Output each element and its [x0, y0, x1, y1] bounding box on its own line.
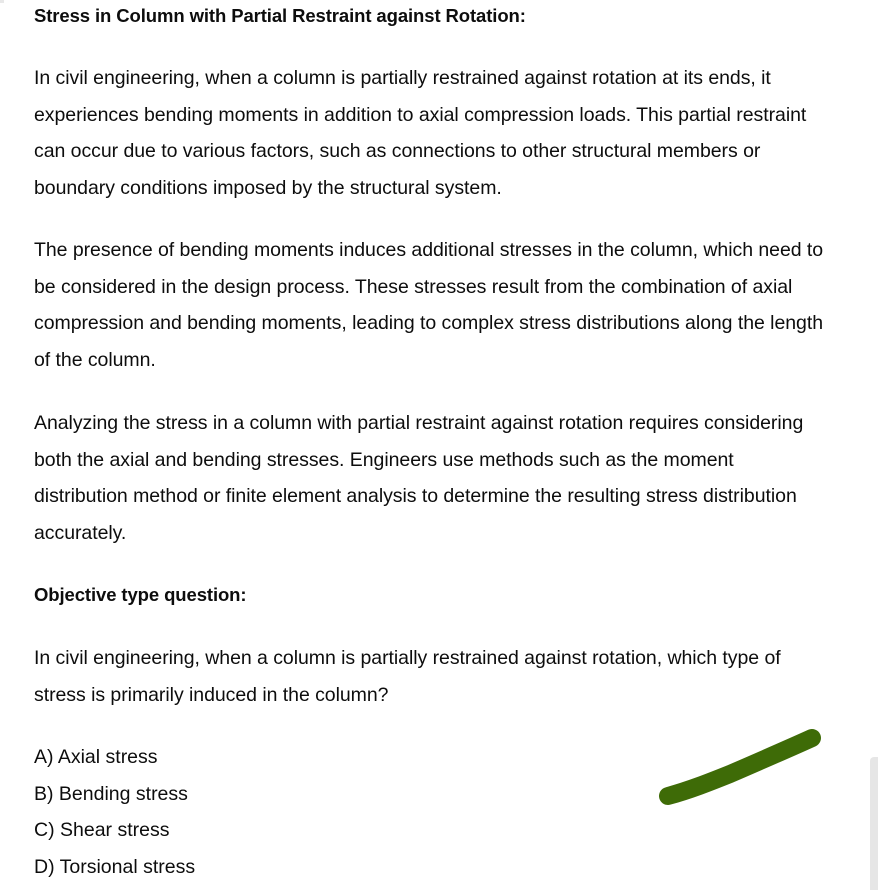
scrollbar-track[interactable] [870, 757, 878, 890]
answer-options [34, 739, 195, 886]
paragraph-2: The presence of bending moments induces additional stresses in the column, which need to be considered in the design process. These stresses result from the combination of axial compression and bending moments, leading to complex stress distributions along the length of the column. [34, 239, 824, 372]
option-a: A) Axial stress [34, 746, 158, 768]
paragraph-1: In civil engineering, when a column is partially restrained against rotation at its ends, it experiences bending moments in addition to axial compression loads. This partial restraint can occur due to various factors, such as connections to other structural members or boundary conditions imposed by the structural system. [34, 67, 807, 200]
corner-mark [0, 0, 4, 3]
option-b: B) Bending stress [34, 782, 188, 805]
paragraph-3: Analyzing the stress in a column with partial restraint against rotation requires considering both the axial and bending stresses. Engineers use methods such as the moment distribution method or finite element analysis to determine the resulting stress distribution accurately. [34, 412, 804, 545]
option-d: D) Torsional stress [34, 856, 196, 879]
pen-stroke-path [668, 738, 812, 796]
section-heading: Stress in Column with Partial Restraint against Rotation: [34, 5, 526, 26]
pen-stroke-icon [650, 720, 830, 820]
option-c: C) Shear stress [34, 819, 170, 842]
quiz-heading: Objective type question: [34, 584, 247, 605]
quiz-question: In civil engineering, when a column is partially restrained against rotation, which type of stress is primarily induced in the column? [34, 647, 781, 706]
